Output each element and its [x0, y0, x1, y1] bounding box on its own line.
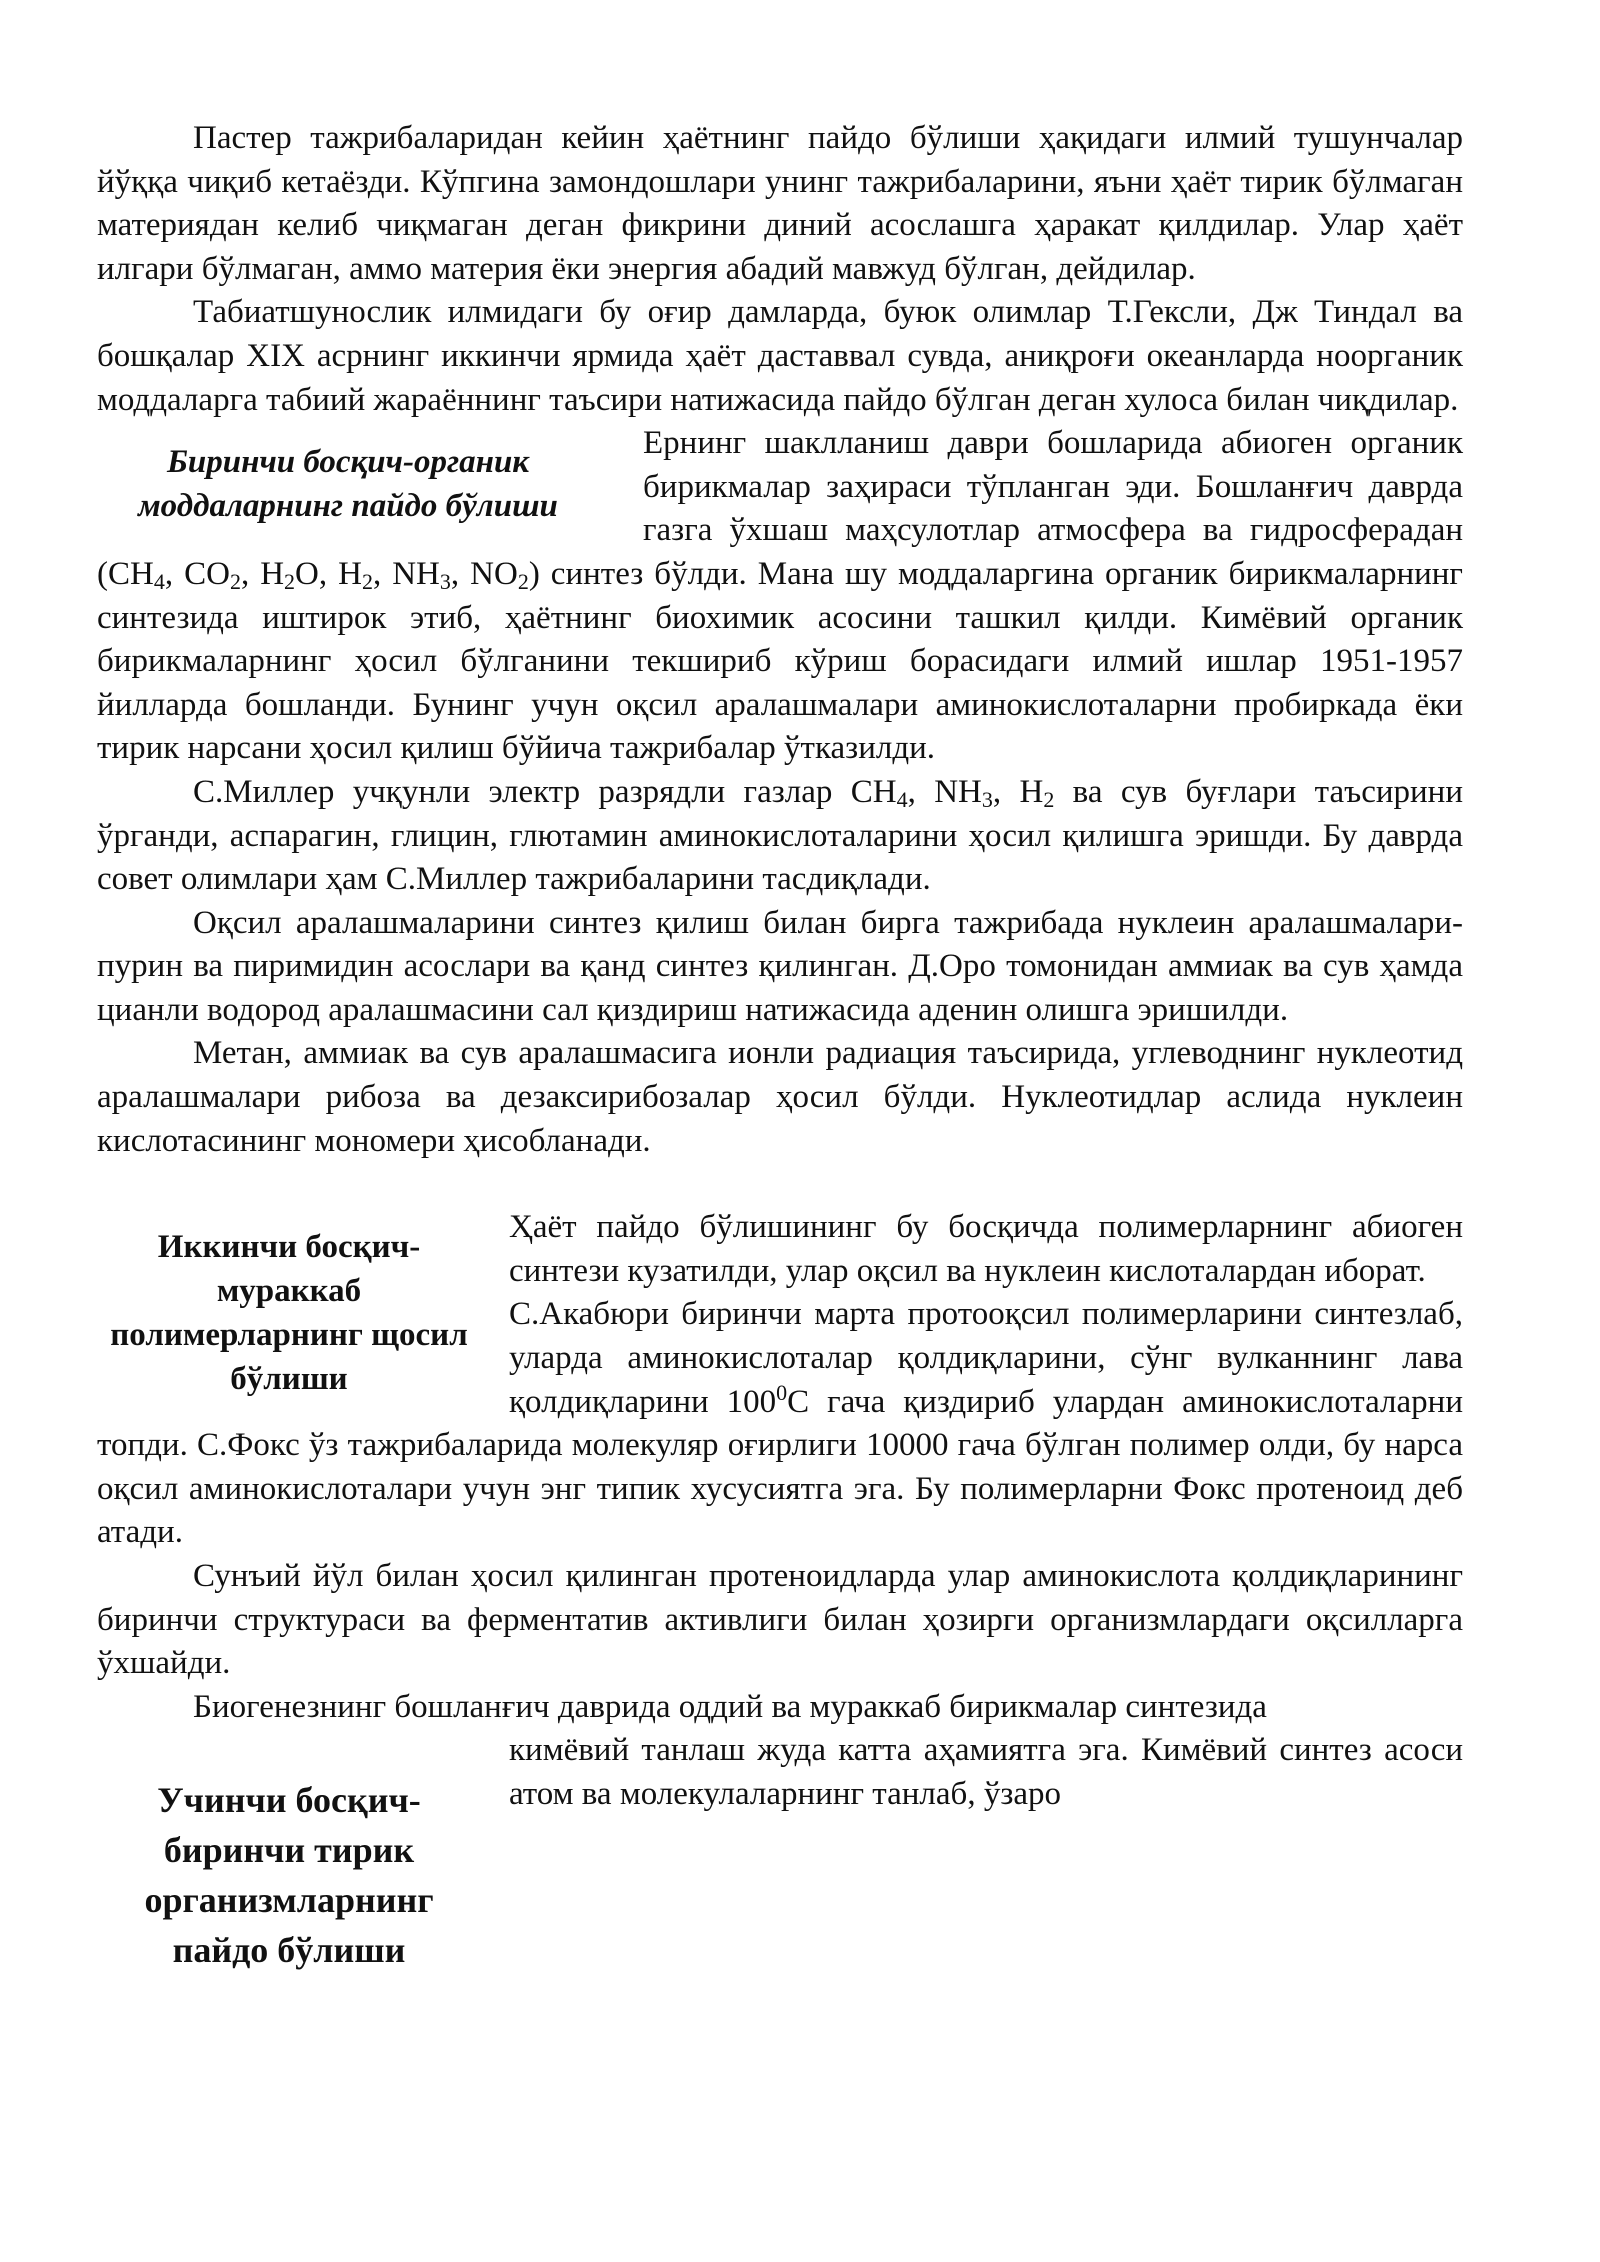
paragraph-proteinoids: Сунъий йўл билан ҳосил қилинган протеноидларда улар аминокислота қолдиқларининг биринчи структураси ва ферментатив активлиги билан ҳозирги организмлардаги оқсилларга ўхшайди. [97, 1558, 1463, 1682]
paragraph-stage-3: кимёвий танлаш жуда катта аҳамиятга эга. Кимёвий синтез асоси атом ва молекулаларнинг танлаб, ўзаро [509, 1732, 1463, 1812]
blank-line [97, 1163, 1463, 1206]
paragraph-methane: Метан, аммиак ва сув аралашмасига ионли радиация таъсирида, углеводнинг нуклеотид аралашмалари рибоза ва дезаксирибозалар ҳосил бўлди. Нуклеотидлар аслида нуклеин кислотасининг мономери ҳисобланади. [97, 1035, 1463, 1159]
paragraph-stage-2: Ҳаёт пайдо бўлишининг бу босқичда полимерларнинг абиоген синтези кузатилди, улар оқсил ва нуклеин кислоталардан иборат. [509, 1209, 1463, 1289]
paragraph-pasteur: Пастер тажрибаларидан кейин ҳаётнинг пайдо бўлиши ҳақидаги илмий тушунчалар йўққа чиқиб кетаёзди. Кўпгина замондошлари унинг тажрибаларини, яъни ҳаёт тирик бўлмаган материядан келиб чиқмаган деган фикрини диний асослашга ҳаракат қилдилар. Улар ҳаёт илгари бўлмаган, аммо материя ёки энергия абадий мавжуд бўлган, дейдилар. [97, 120, 1463, 287]
side-heading-stage-1: Биринчи босқич-органик моддаларнинг пайдо бўлиши [138, 444, 558, 524]
paragraph-protein-synthesis: Оқсил аралашмаларини синтез қилиш билан бирга тажрибада нуклеин аралашмалари-пурин ва пиримидин асослари ва қанд синтез қилинган. Д.Оро томонидан аммиак ва сув ҳамда цианли водород аралашмасини сал қиздириш натижасида аденин олишга эришилди. [97, 904, 1463, 1028]
side-heading-stage-2: Иккинчи босқич-мураккаб полимерларнинг щосил бўлиши [110, 1229, 468, 1398]
side-heading-stage-3: Учинчи босқич-биринчи тирик организмларнинг пайдо бўлиши [144, 1780, 434, 1971]
paragraph-stage-1: Ернинг шаклланиш даври бошларида абиоген органик бирикмалар заҳираси тўпланган эди. Бошланғич даврда газга ўхшаш маҳсулотлар атмосфера ва гидросферадан ($CH_4$, $CO_2$, $H_2O$, $H_2$, $NH_3$, $NO_2$) синтез бўлди. Мана шу моддаларгина органик бирикмаларнинг синтезида иштирок этиб, ҳаётнинг биохимик асосини ташкил қилди. Кимёвий органик бирикмаларнинг ҳосил бўлганини текшириб кўриш борасидаги илмий ишлар 1951-1957 йилларда бошланди. Бунинг учун оқсил аралашмалари аминокислоталарни пробиркада ёки тирик нарсани ҳосил қилиш бўйича тажрибалар ўтказилди. [97, 425, 1463, 767]
paragraph-biogenesis-start: Биогенезнинг бошланғич даврида оддий ва мураккаб бирикмалар синтезида [193, 1688, 1267, 1725]
paragraph-akabori: С.Акабюри биринчи марта протооқсил полимерларини синтезлаб, уларда аминокислоталар қолдиқларини, сўнг вулканнинг лава қолдиқларини $100^0С$ гача қиздириб улардан аминокислоталарни топди. С.Фокс ўз тажрибаларида молекуляр оғирлиги 10000 гача бўлган полимер олди, бу нарса оқсил аминокислоталари учун энг типик хусусиятга эга. Бу полимерларни Фокс протеноид деб атади. [97, 1296, 1463, 1551]
document-page [97, 117, 1463, 1975]
paragraph-miller: С.Миллер учқунли электр разрядли газлар $CH_4$, $NH_3$, $H_2$ ва сув буғлари таъсирини ўрганди, аспарагин, глицин, глютамин аминокислоталарини ҳосил қилишга эришди. Бу даврда совет олимлари ҳам С.Миллер тажрибаларини тасдиқлади. [97, 773, 1463, 898]
paragraph-natural-science: Табиатшунослик илмидаги бу оғир дамларда, буюк олимлар Т.Гексли, Дж Тиндал ва бошқалар XIX асрнинг иккинчи ярмида ҳаёт даставвал сувда, аниқроғи океанларда ноорганик моддаларга табиий жараённинг таъсири натижасида пайдо бўлган деган хулоса билан чиқдилар. [97, 294, 1463, 418]
